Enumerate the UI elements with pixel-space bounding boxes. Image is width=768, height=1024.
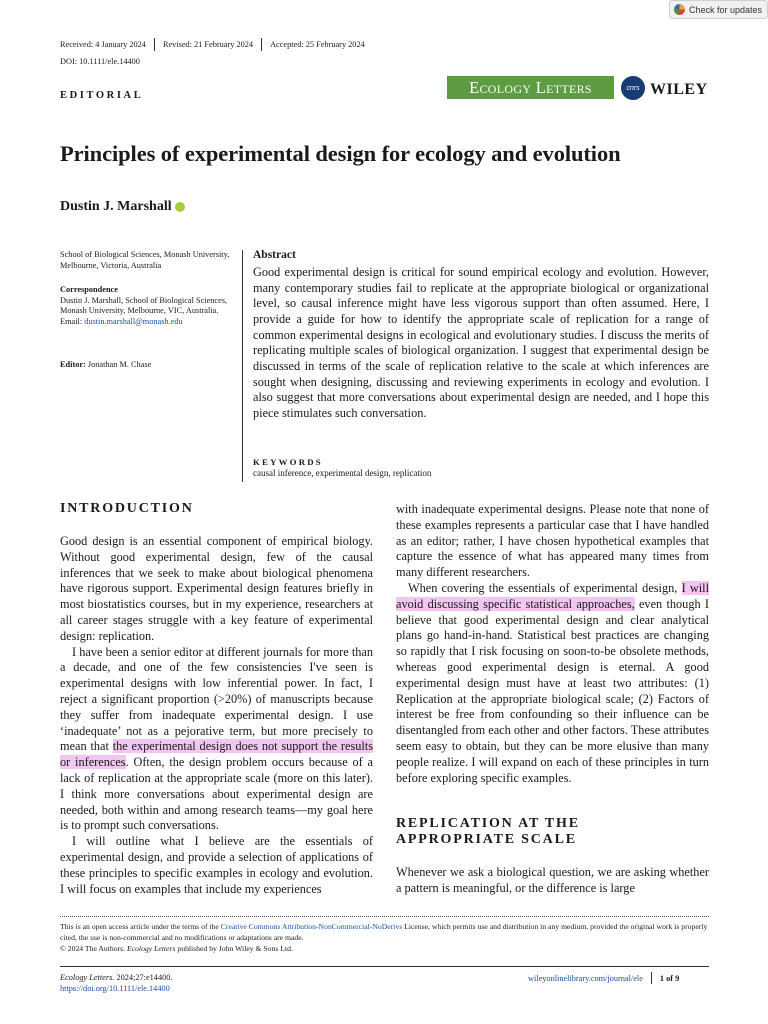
left-column: [60, 534, 373, 897]
editor: [60, 360, 235, 371]
citation-volume: 2024;27:e14400.: [114, 973, 173, 982]
correspondence: [60, 285, 235, 327]
author-name[interactable]: Dustin J. Marshall: [60, 199, 172, 214]
check-for-updates-button[interactable]: [669, 0, 768, 19]
license-divider: [60, 916, 709, 917]
orcid-icon[interactable]: [175, 202, 185, 212]
right-column: [396, 502, 709, 786]
license-text: This is an open access article under the terms of the Creative Commons Attribution-NonCommercial-NoDerivs License, which permits use and distribution in any medium, provided the original work is properly cited, the use is non-commercial and no modifications or adaptations are made. © 2024 The Authors. Ecology Letters published by John Wiley & Sons Ltd.: [60, 922, 708, 953]
affiliation: School of Biological Sciences, Monash University, Melbourne, Victoria, Australia: [60, 250, 230, 270]
article-dates: [60, 38, 365, 51]
divider: [154, 38, 155, 51]
highlight[interactable]: I will avoid discussing specific statistical approaches,: [396, 580, 709, 611]
citation-journal: Ecology Letters.: [60, 973, 115, 982]
divider: [651, 972, 652, 984]
footer-right: [528, 972, 679, 984]
editor-name: Jonathan M. Chase: [85, 360, 152, 369]
article-title: Principles of experimental design for ecology and evolution: [60, 141, 621, 166]
right-paragraph-2: When covering the essentials of experimental design, I will avoid discussing specific statistical approaches, even though I believe that good experimental design and clear analytical plans go hand-in-hand. Statistical best practices are changing so rapidly that I risk focusing on soon-to-be obsolete methods, whereas good experimental design is eternal. A good experimental design must have at least two attributes: (1) Replication at the appropriate biological scale; (2) Factors of interest be free from confounding so their influence can be disentangled from each other and other factors. These attributes seem easy to obtain, but they can be more elusive than many people realize. I will expand on each of these principles in turn before exploring specific examples.: [396, 580, 709, 785]
intro-paragraph-3: I will outline what I believe are the essentials of experimental design, and provide a selection of applications of these principles to specific examples in ecology and evolution. I will focus on examples that include my experiences: [60, 834, 373, 896]
highlight[interactable]: the experimental design does not support the results or inferences: [60, 739, 373, 770]
abstract-rule: [242, 250, 243, 482]
cc-license-link[interactable]: Creative Commons Attribution-NonCommercial-NoDerivs: [220, 922, 403, 931]
doi: DOI: 10.1111/ele.14400: [60, 57, 140, 66]
intro-paragraph-1: Good design is an essential component of empirical biology. Without good experimental design, few of the causal inferences that we seek to make about biological phenomena have rigorous support. Experimental design features briefly in most biostatistics courses, but in my experience, researchers at all career stages struggle with a key feature of experimental design: replication.: [60, 534, 373, 643]
section-label: EDITORIAL: [60, 90, 144, 101]
correspondence-text: Dustin J. Marshall, School of Biological Sciences, Monash University, Melbourne, VIC, Australia.: [60, 295, 228, 315]
journal-logo: Ecology Letters: [447, 76, 614, 99]
divider: [261, 38, 262, 51]
right-paragraph-3: Whenever we ask a biological question, we are asking whether a pattern is meaningful, or the difference is large: [396, 865, 709, 895]
right-paragraph-1: with inadequate experimental designs. Please note that none of these examples represents a particular case that I have handled as an editor; rather, I have chosen hypothetical examples that capture the essence of what has appeared many times from many different researchers.: [396, 502, 709, 580]
journal-url-link[interactable]: wileyonlinelibrary.com/journal/ele: [528, 973, 643, 983]
author: [60, 199, 185, 215]
right-column-continued: [396, 865, 709, 897]
abstract-text: Good experimental design is critical for sound empirical ecology and evolution. However, many contemporary studies fail to replicate at the appropriate biological or organizational level, so causal inference might have less vigorous support than often assumed. Here, I provide a guide for how to identify the appropriate scale of replication for a range of common experimental designs in ecological and evolutionary studies. I discuss the merits of replicating multiple scales of biological organization. I suggest that experimental design be discussed in terms of the scale of replication relative to the scale at which inferences are sought when designing, discussing and reviewing experiments in ecology and evolution. I also suggest that more conversations about experimental design are needed, and I hope this piece stimulates such conversation.: [253, 265, 709, 420]
replication-heading: REPLICATION AT THE APPROPRIATE SCALE: [396, 816, 580, 847]
correspondence-label: Correspondence: [60, 285, 118, 294]
footer-citation: [60, 972, 172, 994]
received-date: Received: 4 January 2024: [60, 40, 146, 49]
check-for-updates-label: Check for updates: [689, 4, 763, 15]
editor-label: Editor:: [60, 360, 86, 369]
wiley-logo: WILEY: [650, 81, 708, 98]
email-label: Email:: [60, 316, 85, 326]
footer-rule: [60, 966, 709, 967]
keywords-text: causal inference, experimental design, replication: [253, 468, 432, 478]
abstract-heading: Abstract: [253, 249, 296, 261]
email-link[interactable]: dustin.marshall@monash.edu: [84, 316, 183, 326]
intro-paragraph-2: I have been a senior editor at different journals for more than a decade, and one of the few consistencies I've seen is experimental designs with low inferential power. In fact, I reject a significant proportion (>20%) of manuscripts because they suffer from inadequate experimental design. I use ‘inadequate’ not as a pejorative term, but more precisely to mean that the experimental design does not support the results or inferences. Often, the design problem occurs because of a lack of replication at the appropriate scale (more on this later). I think more conversations about experimental design are needed, both within and among research teams—my goal here is to prompt such conversations.: [60, 644, 373, 833]
page-number: 1 of 9: [659, 973, 680, 983]
keywords-heading: KEYWORDS: [253, 457, 323, 467]
revised-date: Revised: 21 February 2024: [162, 40, 254, 49]
cnrs-logo: cnrs: [621, 76, 645, 100]
crossmark-icon: [674, 4, 685, 15]
doi-link[interactable]: https://doi.org/10.1111/ele.14400: [60, 984, 170, 993]
introduction-heading: INTRODUCTION: [60, 501, 194, 516]
accepted-date: Accepted: 25 February 2024: [270, 40, 365, 49]
